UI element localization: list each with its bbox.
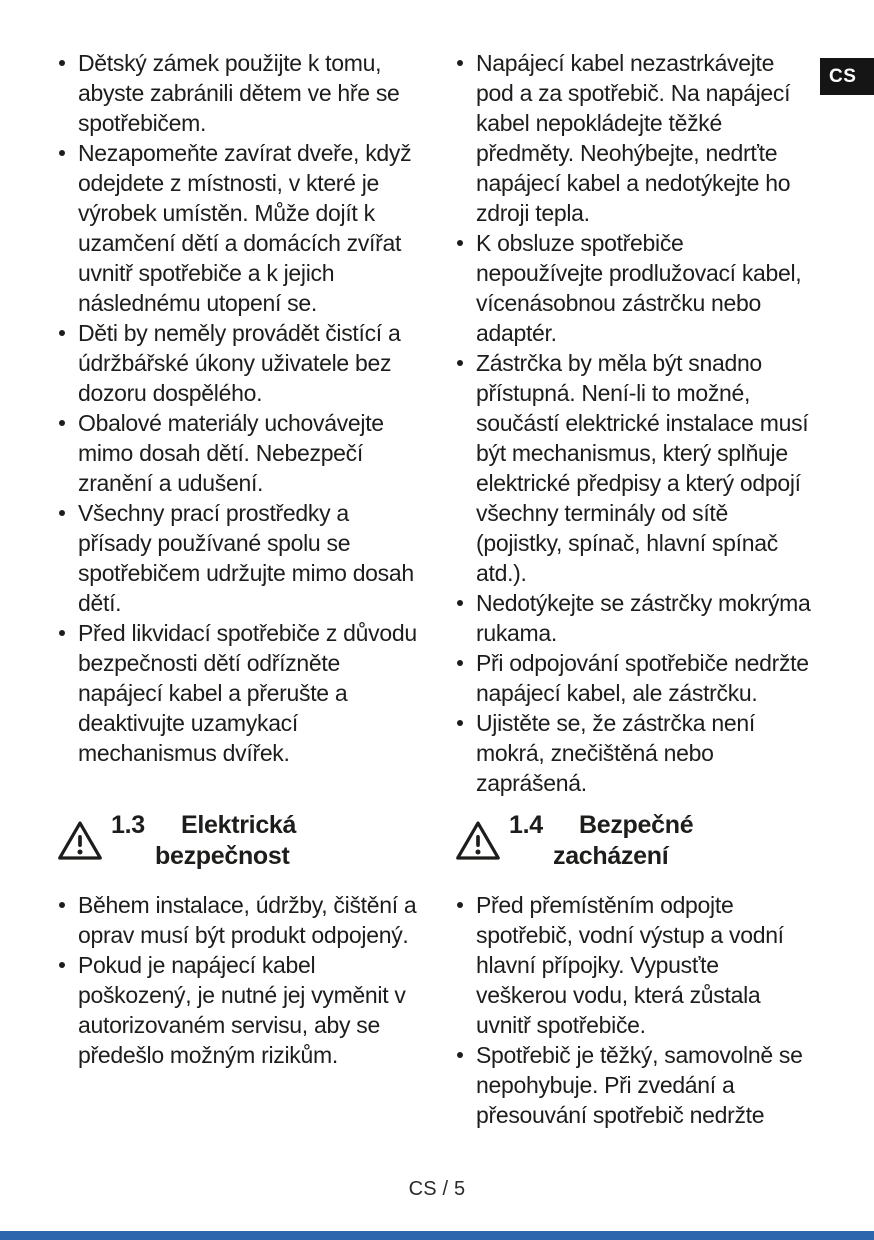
section-title-line1: Bezpečné bbox=[579, 811, 694, 839]
list-item-text: K obsluze spotřebiče nepoužívejte prodlužovací kabel, vícenásobnou zástrčku nebo adaptér. bbox=[476, 230, 802, 346]
left-column bbox=[57, 48, 425, 1130]
bullet-dot bbox=[59, 330, 65, 336]
list-item-text: Všechny prací prostředky a přísady používané spolu se spotřebičem udržujte mimo dosah dětí. bbox=[78, 500, 414, 616]
bullet-list-right-top bbox=[455, 48, 815, 798]
list-item bbox=[455, 648, 815, 708]
bullet-dot bbox=[59, 150, 65, 156]
list-item-text: Nedotýkejte se zástrčky mokrýma rukama. bbox=[476, 590, 811, 646]
list-item bbox=[455, 1040, 815, 1130]
list-item-text: Nezapomeňte zavírat dveře, když odejdete z místnosti, v které je výrobek umístěn. Může dojít k uzamčení dětí a domácích zvířat uvnitř spotřebiče a k jejich následnému utopení se. bbox=[78, 140, 412, 316]
list-item bbox=[57, 138, 425, 318]
bullet-dot bbox=[457, 720, 463, 726]
list-item bbox=[57, 318, 425, 408]
list-item bbox=[455, 708, 815, 798]
section-title bbox=[111, 810, 296, 872]
warning-triangle-icon bbox=[57, 810, 103, 862]
bullet-dot bbox=[457, 240, 463, 246]
list-item bbox=[455, 588, 815, 648]
list-item-text: Dětský zámek použijte k tomu, abyste zabránili dětem ve hře se spotřebičem. bbox=[78, 50, 400, 136]
warning-triangle-icon bbox=[455, 810, 501, 862]
bullet-dot bbox=[59, 510, 65, 516]
list-item-text: Během instalace, údržby, čištění a oprav musí být produkt odpojený. bbox=[78, 892, 417, 948]
list-item bbox=[57, 48, 425, 138]
content-columns bbox=[57, 48, 815, 1130]
list-item bbox=[455, 348, 815, 588]
bullet-dot bbox=[59, 420, 65, 426]
section-heading-safe-handling bbox=[455, 810, 815, 872]
bullet-list-left-bottom bbox=[57, 890, 425, 1070]
bullet-list-right-bottom bbox=[455, 890, 815, 1130]
bullet-dot bbox=[457, 360, 463, 366]
section-heading-electrical-safety bbox=[57, 810, 425, 872]
language-tab-label: CS bbox=[829, 65, 857, 87]
list-item-text: Před likvidací spotřebiče z důvodu bezpečnosti dětí odřízněte napájecí kabel a přerušte a deaktivujte uzamykací mechanismus dvířek. bbox=[78, 620, 417, 766]
section-title bbox=[509, 810, 693, 872]
list-item bbox=[455, 890, 815, 1040]
bullet-dot bbox=[59, 630, 65, 636]
bottom-accent-bar bbox=[0, 1231, 874, 1240]
list-item-text: Při odpojování spotřebiče nedržte napájecí kabel, ale zástrčku. bbox=[476, 650, 809, 706]
list-item-text: Ujistěte se, že zástrčka není mokrá, znečištěná nebo zaprášená. bbox=[476, 710, 755, 796]
list-item-text: Napájecí kabel nezastrkávejte pod a za spotřebič. Na napájecí kabel nepokládejte těžké předměty. Neohýbejte, nedrťte napájecí kabel a nedotýkejte ho zdroji tepla. bbox=[476, 50, 791, 226]
list-item-text: Děti by neměly provádět čistící a údržbářské úkony uživatele bez dozoru dospělého. bbox=[78, 320, 401, 406]
list-item-text: Pokud je napájecí kabel poškozený, je nutné jej vyměnit v autorizovaném servisu, aby se předešlo možným rizikům. bbox=[78, 952, 406, 1068]
list-item-text: Obalové materiály uchovávejte mimo dosah dětí. Nebezpečí zranění a udušení. bbox=[78, 410, 384, 496]
list-item bbox=[57, 890, 425, 950]
language-tab bbox=[820, 58, 874, 95]
list-item-text: Zástrčka by měla být snadno přístupná. Není-li to možné, součástí elektrické instalace musí být mechanismus, který splňuje elektrické předpisy a který odpojí všechny terminály od sítě (pojistky, spínač, hlavní spínač atd.). bbox=[476, 350, 809, 586]
bullet-dot bbox=[457, 902, 463, 908]
section-number: 1.4 bbox=[509, 811, 543, 839]
section-number: 1.3 bbox=[111, 811, 145, 839]
list-item bbox=[57, 408, 425, 498]
list-item bbox=[455, 48, 815, 228]
page-footer: CS / 5 bbox=[408, 1178, 466, 1200]
bullet-list-left-top bbox=[57, 48, 425, 768]
list-item-text: Před přemístěním odpojte spotřebič, vodní výstup a vodní hlavní přípojky. Vypusťte veškerou vodu, která zůstala uvnitř spotřebiče. bbox=[476, 892, 784, 1038]
section-title-line2: zacházení bbox=[553, 842, 669, 870]
right-column bbox=[455, 48, 815, 1130]
section-title-line2: bezpečnost bbox=[155, 842, 290, 870]
bullet-dot bbox=[59, 60, 65, 66]
bullet-dot bbox=[457, 660, 463, 666]
list-item bbox=[57, 618, 425, 768]
list-item bbox=[57, 498, 425, 618]
list-item-text: Spotřebič je těžký, samovolně se nepohybuje. Při zvedání a přesouvání spotřebič nedržte bbox=[476, 1042, 803, 1128]
list-item bbox=[455, 228, 815, 348]
section-title-line1: Elektrická bbox=[181, 811, 297, 839]
bullet-dot bbox=[59, 902, 65, 908]
bullet-dot bbox=[457, 600, 463, 606]
bullet-dot bbox=[457, 60, 463, 66]
bullet-dot bbox=[457, 1052, 463, 1058]
list-item bbox=[57, 950, 425, 1070]
bullet-dot bbox=[59, 962, 65, 968]
